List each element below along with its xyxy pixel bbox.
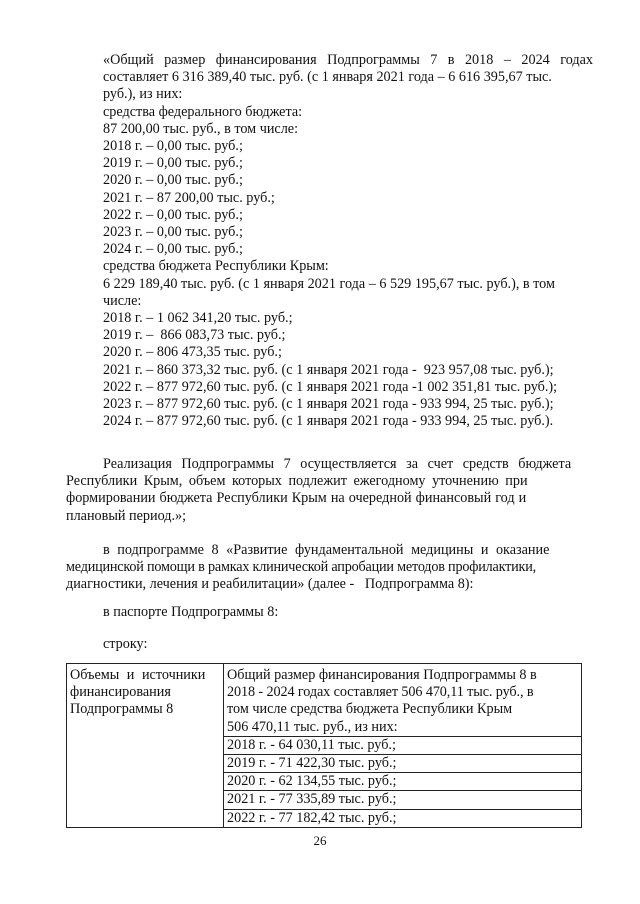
cell-text: том числе средства бюджета Республики Крым — [227, 701, 513, 718]
cell-text: Объемы и источники — [70, 667, 206, 683]
cell-text: финансирования — [70, 684, 171, 701]
cell-text: 2020 г. - 62 134,55 тыс. руб.; — [224, 773, 581, 791]
text-line: 2024 г. – 877 972,60 тыс. руб. (с 1 января 2021 года - 933 994, 25 тыс. руб.). — [103, 413, 554, 430]
funding-table — [66, 663, 582, 828]
text-line: «Общий размер финансирования Подпрограммы 7 в 2018 – 2024 годах — [103, 52, 593, 68]
text-line: 2023 г. – 0,00 тыс. руб.; — [103, 224, 243, 241]
text-line: 2019 г. – 866 083,73 тыс. руб.; — [103, 327, 286, 344]
cell-text: Подпрограммы 8 — [70, 701, 174, 718]
text-line: формировании бюджета Республики Крым на очередной финансовый год и — [66, 490, 527, 507]
cell-text: 506 470,11 тыс. руб., из них: — [224, 719, 581, 737]
text-line: средства федерального бюджета: — [103, 103, 303, 120]
text-line: 2021 г. – 860 373,32 тыс. руб. (с 1 января 2021 года - 923 957,08 тыс. руб.); — [103, 361, 554, 378]
text-line: 2019 г. – 0,00 тыс. руб.; — [103, 155, 243, 172]
text-line: числе: — [103, 292, 142, 309]
cell-text: 2022 г. - 77 182,42 тыс. руб.; — [227, 809, 397, 826]
text-line: 2018 г. – 1 062 341,20 тыс. руб.; — [103, 310, 293, 327]
table-cell-label — [67, 664, 224, 828]
implementation-paragraph — [66, 456, 593, 525]
cell-text: 2018 - 2024 годах составляет 506 470,11 тыс. руб., в — [227, 684, 534, 701]
text-line: 87 200,00 тыс. руб., в том числе: — [103, 120, 299, 137]
row-line: строку: — [103, 636, 148, 652]
text-line: в подпрограмме 8 «Развитие фундаментальной медицины и оказание — [103, 542, 550, 558]
table-row — [67, 664, 582, 828]
table-cell-value — [224, 664, 582, 828]
text-line: 2018 г. – 0,00 тыс. руб.; — [103, 138, 243, 155]
cell-text: 2018 г. - 64 030,11 тыс. руб.; — [224, 737, 581, 755]
text-line: средства бюджета Республики Крым: — [103, 258, 329, 275]
text-line: 2022 г. – 877 972,60 тыс. руб. (с 1 января 2021 года -1 002 351,81 тыс. руб.); — [103, 378, 558, 395]
text-line: 2021 г. – 87 200,00 тыс. руб.; — [103, 189, 275, 206]
text-line: 2023 г. – 877 972,60 тыс. руб. (с 1 января 2021 года - 933 994, 25 тыс. руб.); — [103, 396, 554, 413]
text-line: Республики Крым, объем которых подлежит ежегодному уточнению при — [66, 473, 528, 490]
text-line: Реализация Подпрограммы 7 осуществляется за счет средств бюджета — [103, 456, 572, 472]
text-line: 6 229 189,40 тыс. руб. (с 1 января 2021 года – 6 529 195,67 тыс. руб.), в том — [103, 275, 555, 292]
subprogram-8-paragraph — [66, 542, 593, 594]
text-line: руб.), из них: — [103, 86, 183, 103]
text-line: 2022 г. – 0,00 тыс. руб.; — [103, 206, 243, 223]
cell-text: 2021 г. - 77 335,89 тыс. руб.; — [224, 791, 581, 809]
page-number: 26 — [313, 833, 327, 848]
text-line: медицинской помощи в рамках клинической апробации методов профилактики, — [66, 559, 536, 576]
text-line: 2020 г. – 0,00 тыс. руб.; — [103, 172, 243, 189]
text-line: плановый период.»; — [66, 507, 187, 524]
cell-text: Общий размер финансирования Подпрограммы 8 в — [227, 667, 537, 683]
text-line: 2024 г. – 0,00 тыс. руб.; — [103, 241, 243, 258]
funding-paragraph-subprogram-7 — [103, 52, 593, 430]
passport-line: в паспорте Подпрограммы 8: — [103, 604, 279, 620]
cell-text: 2019 г. - 71 422,30 тыс. руб.; — [224, 755, 581, 773]
text-line: 2020 г. – 806 473,35 тыс. руб.; — [103, 344, 282, 361]
text-line: составляет 6 316 389,40 тыс. руб. (с 1 января 2021 года – 6 616 395,67 тыс. — [103, 69, 552, 86]
text-line: диагностики, лечения и реабилитации» (далее - Подпрограмма 8): — [66, 576, 474, 593]
